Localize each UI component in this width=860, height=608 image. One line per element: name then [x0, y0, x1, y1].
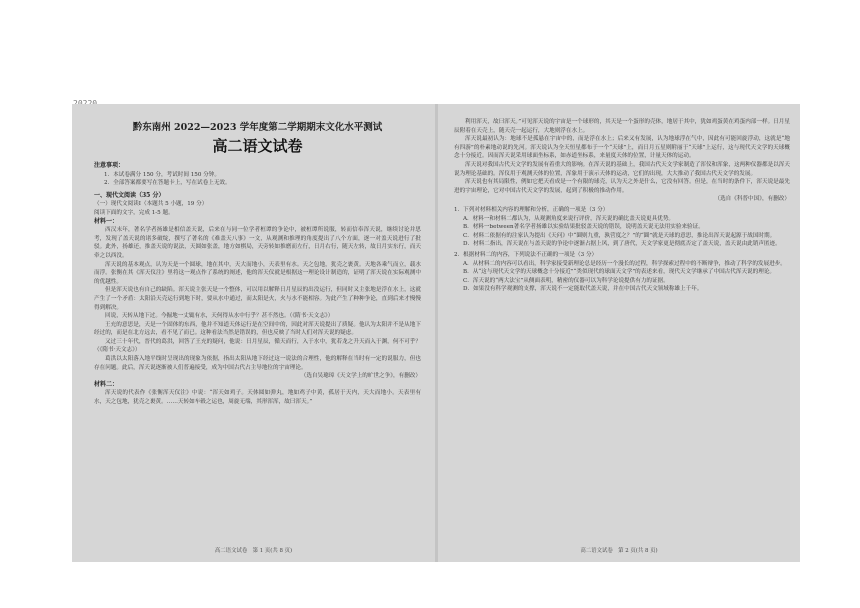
question-stem: 1．下列对材料相关内容的理解和分析，正确的一项是（3 分） [454, 206, 609, 213]
page-footer: 高二语文试卷 第 2 页(共 8 页) [580, 548, 658, 555]
paragraph: 浑天说的代表作《张衡浑天仪注》中说：“浑天如鸡子。天体圆如弹丸，地如鸡子中黄，孤居于天内，天大而地小。天表里有水，天之包地，犹壳之裹黄。……天转如车毂之运也，周旋无端，其形浑浑，故曰浑天。” [94, 390, 421, 406]
option-b: B．材料一between著名学者扬雄以实验结果批驳盖天说的错误，说明盖天说无法用实验来验证。 [463, 224, 704, 231]
reading-instruction: 阅读下面的文字，完成 1-5 题。 [94, 209, 174, 216]
option-a: A．材料一和材料二都认为，从观测角度来说行评价，浑天说的确比盖天说更具优势。 [463, 215, 675, 222]
notice-heading: 注意事项： [94, 162, 125, 169]
subsection-heading: （一）现代文阅读Ⅰ（本题共 5 小题，19 分） [94, 201, 208, 208]
paragraph: 浑天说最初认为：地球不是孤悬在宇宙中的，而是浮在水上；后来又有发展，认为地球浮在气中，因此有可能回旋浮动，这就是“地有四游”的朴素地动说的先河。浑天说认为全天恒星都布于一个“天球”上，而日月五星则附丽于“天球”上运行，这与现代天文学的天球概念十分接近。因而浑天说采用球面坐标系，如赤道坐标系，来量度天体的位置，计量天体的运动。 [454, 136, 790, 160]
paragraph: 又过三十年代，晋代的葛洪，回答了王充的疑问，他说：日月星辰，循天而行，入于水中，犹若龙之升天而入于渊，何不可乎？（《隋书·天文志》） [94, 338, 421, 354]
paragraph: 浑天说对我国古代天文学的发展有着重大的影响。在浑天说的基础上，我国古代天文学家制造了浑仪和浑象，这两种仪器都是以浑天说为理论基础的。浑仪用于观测天体的位置，浑象用于演示天体的运动，它们的出现，大大推动了我国古代天文学的发展。 [454, 161, 790, 177]
right-page [438, 104, 800, 562]
question-1 [454, 206, 790, 249]
paragraph: 王充的意思是，天是一个固体的东西，他并不知道天体运行是在空间中的，因此对浑天说提出了质疑。他认为太阳并不是从地下经过的，而是在北方远去，看不见了而已。这种看法当然是错误的，但也反映了当时人们对浑天说的疑虑。 [94, 321, 421, 337]
exam-title-line1: 黔东南州 2022—2023 学年度第二学期期末文化水平测试 [132, 122, 383, 133]
section-heading: 一、现代文阅读（35 分） [94, 191, 165, 199]
question-stem: 2．根据材料二的内容，下列说法不正确的一项是（3 分） [454, 251, 598, 258]
material2-label: 材料二： [94, 380, 119, 388]
option-d: D．材料二指出，浑天说在与盖天说的争论中逐渐占据上风，到了唐代，天文学家更是彻底否定了盖天说，盖天说由此销声匿迹。 [463, 241, 781, 248]
option-c: C．材料二依据有的注家认为提出《天问》中“圜则九重，孰营度之？”的“圜”就是天球的意思，推论出浑天说起源于战国时期。 [463, 232, 776, 239]
option-d: D．如果没有科学观测的支撑，浑天说不一定能取代盖天说，并在中国古代天文领域称雄上千年。 [463, 286, 703, 293]
option-c: C．浑天说的“两大法宝”从侧面表明，精密的仪器可以为科学论说提供有力的证据。 [463, 277, 669, 284]
paragraph: 葛洪以太阳落入地平线时呈现出的现象为依据，指出太阳从地下经过这一说法的合理性，他的解释在当时有一定的说服力，但也存在问题。此后，浑天说逐渐被人们普遍接受，成为中国古代占主导地位的宇宙理论。 [94, 356, 421, 371]
paragraph: 浑天说的基本观点，认为天是一个圆球，地在其中，天大而地小，天表里有水。天之包地，犹壳之裹黄。天地各乘气而立，载水而浮。张衡在其《浑天仪注》里将这一观点作了系统的阐述，他的浑天仪就是根据这一理论设计制造的，证明了浑天说在实际观测中的优越性。 [94, 261, 421, 285]
question-2 [454, 251, 790, 294]
left-page [72, 104, 435, 562]
paragraph: 但是浑天说也有自己的缺陷。浑天说主张天是一个整体，可以用以解释日月星辰的出没运行，但同时又主张地是浮在水上，这就产生了一个矛盾：太阳沿天壳运行到地下时，要从水中通过，而太阳是火，火与水不能相容。为此产生了种种争论，直到后来才慢慢得到解决。 [94, 287, 421, 311]
paragraph: 浑天说也有其局限性，例如它把天看成是一个有限的球壳，认为天之外是什么，它没有回答。但是，在当时的条件下，浑天说是最先进的宇宙理论，它对中国古代天文学的发展，起到了积极的推动作用。 [454, 179, 790, 194]
scanned-exam-paper [72, 104, 800, 562]
notice-item: 1．本试卷满分 150 分，考试时间 150 分钟。 [104, 171, 220, 178]
material1-source: （选自吴璁璋《天文学上的旷世之争》，有删改） [300, 373, 421, 380]
exam-title-line2: 高二语文试卷 [212, 137, 303, 155]
page-footer: 高二语文试卷 第 1 页(共 8 页) [214, 548, 293, 555]
material1-label: 材料一： [94, 217, 119, 225]
notice-item: 2．全部答案都要写在答题卡上，写在试卷上无效。 [104, 180, 231, 187]
paragraph: 利用浑天，故曰浑天。”可见浑天说的宇宙是一个球形的，其天是一个蛋形的壳体，地居于其中，犹如鸡蛋黄在鸡蛋内部一样。日月星辰附着在天壳上，随天壳一起运行，大地则浮在水上。 [454, 119, 790, 134]
option-b: B．从“这与现代天文学的天球概念十分接近”“类似现代的球面天文学”的表述来看，现代天文学继承了中国古代浑天说的理论。 [463, 269, 776, 276]
paragraph: 回说，天转从地下过。今掘地一丈辄有水，天何得从水中行乎？甚不然也。（《隋书·天文志》） [105, 313, 334, 320]
option-a: A．从材料二的内容可以看出，科学家接受新理论总是经历一个漫长的过程，科学探索过程中的不断辩争，推动了科学的发展进步。 [463, 260, 786, 267]
material2-source: （选自《科普中国》，有删改） [714, 196, 790, 203]
paragraph: 西汉末年，著名学者扬雄是相信盖天说，后来在与同一位学者桓谭的争论中，被桓谭所说服，转而信奉浑天说，继续讨论并思考，发现了盖天说的诸多破绽，撰写了著名的《难盖天八事》一文，从观测和推理的角度提出了八个方面，逐一对盖天说进行了批驳。此外，扬雄还，推盖天说的说法，天圆如张盖，地方如棋局，天旁转如推磨而左行，日月右行，随天左转，故日月实东行，而天牵之以西没。 [94, 227, 421, 259]
